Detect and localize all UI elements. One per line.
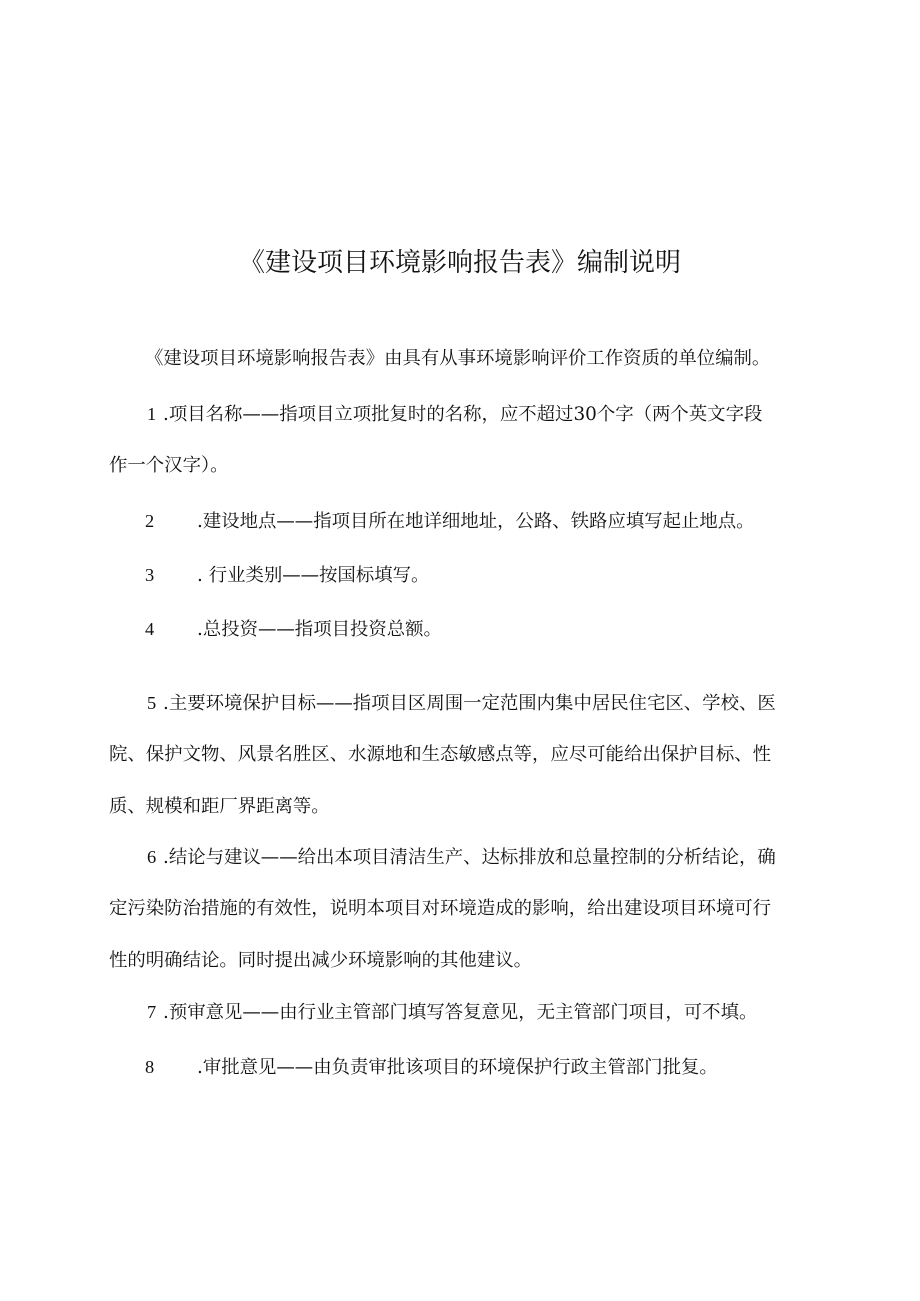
document-title: 《建设项目环境影响报告表》编制说明 bbox=[238, 248, 681, 278]
list-item bbox=[109, 566, 845, 584]
list-item bbox=[109, 848, 845, 970]
item-text-line: .建设地点——指项目所在地详细地址，公路、铁路应填写起止地点。 bbox=[197, 511, 755, 532]
item-number: 2 bbox=[145, 511, 155, 531]
list-item bbox=[109, 620, 845, 638]
item-text-line: .预审意见——由行业主管部门填写答复意见，无主管部门项目，可不填。 bbox=[163, 1002, 758, 1023]
item-text-line: 作一个汉字）。 bbox=[109, 455, 229, 476]
item-number: 1 bbox=[147, 404, 157, 424]
item-text-line: 质、规模和距厂界距离等。 bbox=[109, 796, 330, 817]
item-number: 5 bbox=[147, 693, 157, 713]
item-number: 3 bbox=[145, 565, 155, 585]
item-text-line: 性的明确结论。同时提出减少环境影响的其他建议。 bbox=[109, 950, 532, 971]
item-number: 6 bbox=[147, 847, 157, 867]
item-text-line: 院、保护文物、风景名胜区、水源地和生态敏感点等，应尽可能给出保护目标、性 bbox=[109, 744, 772, 765]
item-text-line: .审批意见——由负责审批该项目的环境保护行政主管部门批复。 bbox=[197, 1057, 718, 1078]
list-item bbox=[109, 694, 845, 816]
intro-paragraph bbox=[109, 350, 845, 368]
item-number: 8 bbox=[145, 1057, 155, 1077]
list-item bbox=[109, 405, 845, 475]
list-item bbox=[109, 1058, 845, 1076]
item-text-line: . 行业类别——按国标填写。 bbox=[197, 565, 430, 586]
item-text-line: .总投资——指项目投资总额。 bbox=[197, 619, 442, 640]
item-number: 7 bbox=[147, 1002, 157, 1022]
list-item bbox=[109, 512, 845, 530]
item-text-line: 定污染防治措施的有效性，说明本项目对环境造成的影响，给出建设项目环境可行 bbox=[109, 898, 772, 919]
item-number: 4 bbox=[145, 619, 155, 639]
item-text-line: .项目名称——指项目立项批复时的名称，应不超过30个字（两个英文字段 bbox=[163, 404, 763, 425]
item-text-line: .主要环境保护目标——指项目区周围一定范围内集中居民住宅区、学校、医 bbox=[163, 693, 776, 714]
intro-text: 《建设项目环境影响报告表》由具有从事环境影响评价工作资质的单位编制。 bbox=[145, 348, 771, 369]
item-text-line: .结论与建议——给出本项目清洁生产、达标排放和总量控制的分析结论，确 bbox=[163, 847, 776, 868]
list-item bbox=[109, 1003, 845, 1021]
